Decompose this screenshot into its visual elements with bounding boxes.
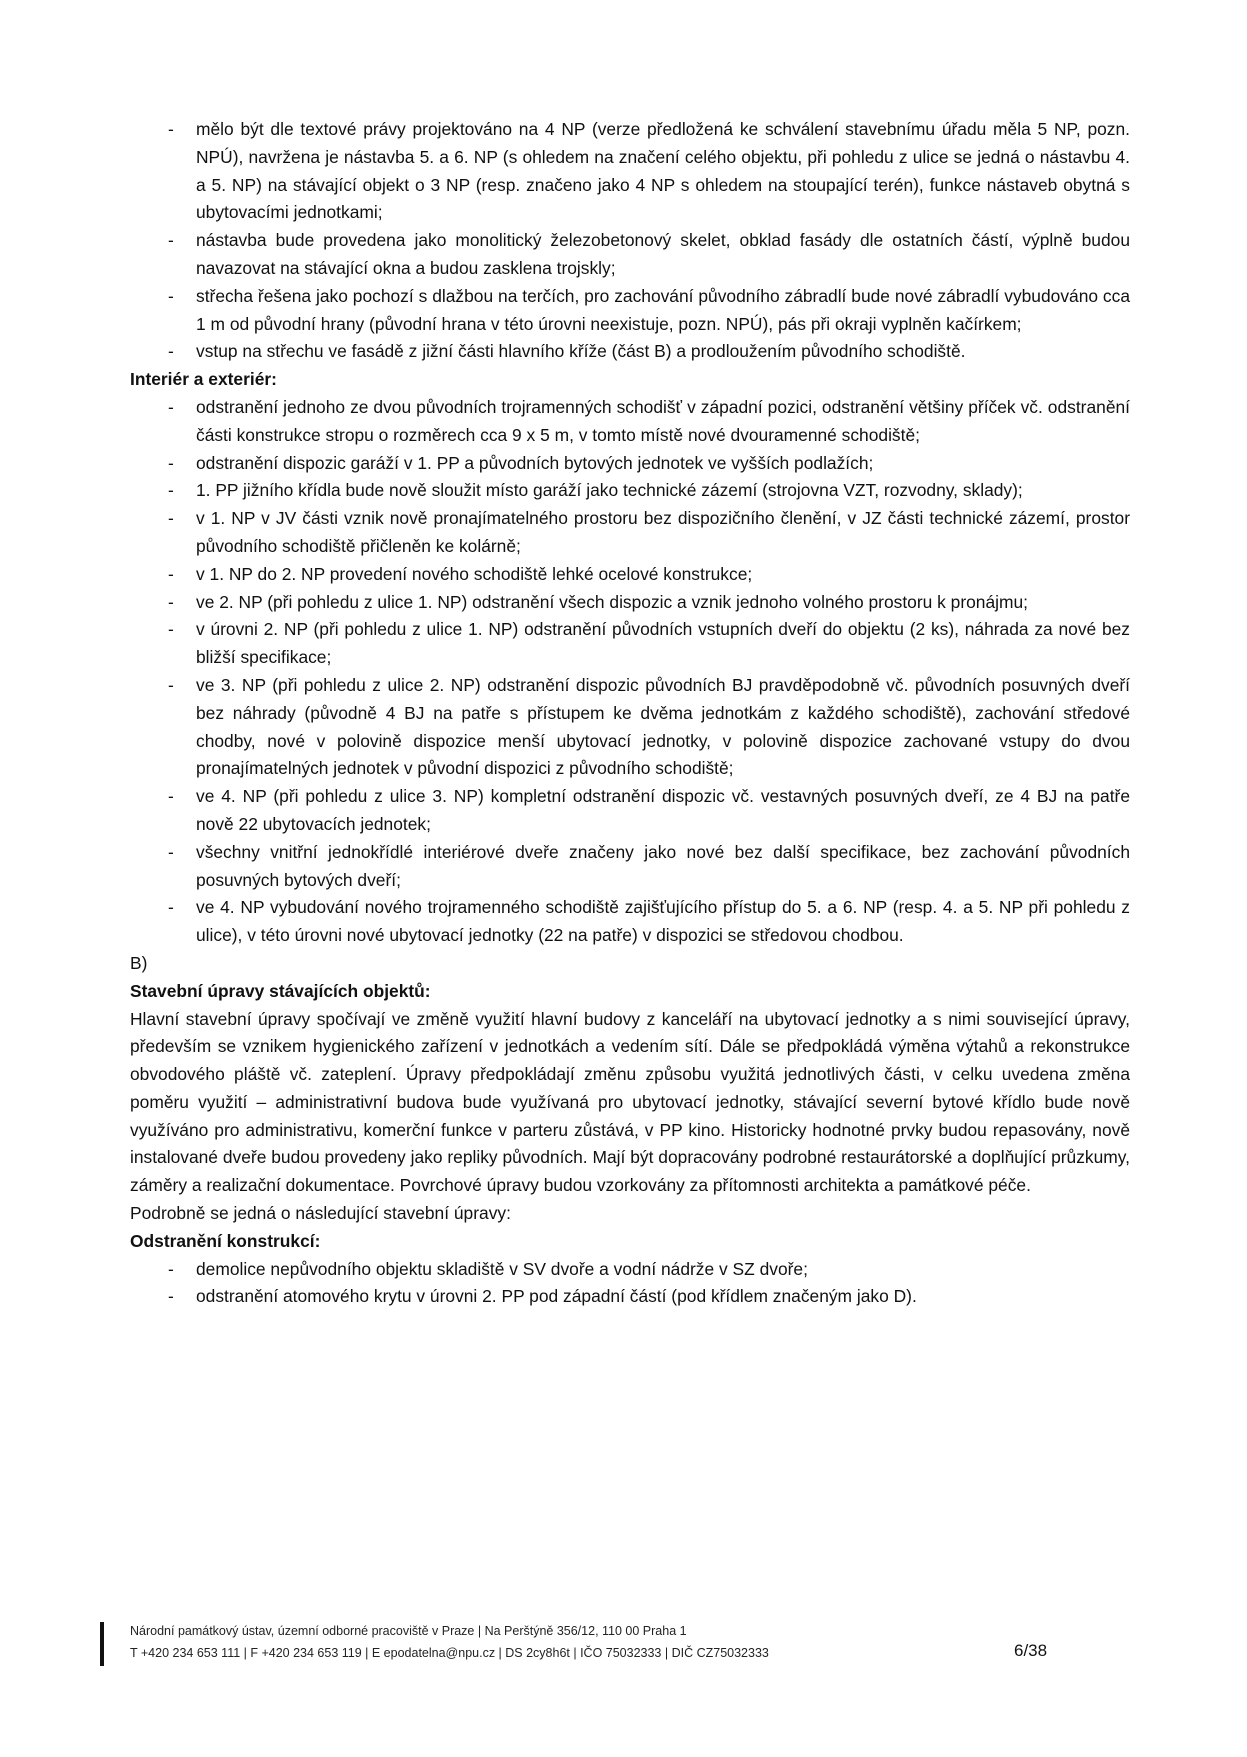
document-body — [130, 116, 1130, 1311]
list-item: - 1. PP jižního křídla bude nově sloužit místo garáží jako technické zázemí (strojovna VZT, rozvodny, sklady); — [130, 477, 1130, 505]
footer-divider — [100, 1622, 104, 1666]
list-item: - vstup na střechu ve fasádě z jižní části hlavního kříže (část B) a prodloužením původního schodiště. — [130, 338, 1130, 366]
page-number: 6/38 — [1014, 1641, 1048, 1660]
list-item: - ve 4. NP (při pohledu z ulice 3. NP) kompletní odstranění dispozic vč. vestavných posuvných dveří, ze 4 BJ na patře nově 22 ubytovacích jednotek; — [130, 783, 1130, 839]
list-odstraneni — [130, 1256, 1130, 1312]
list-item: - demolice nepůvodního objektu skladiště v SV dvoře a vodní nádrže v SZ dvoře; — [130, 1256, 1130, 1284]
paragraph-stavebni-upravy: Hlavní stavební úpravy spočívají ve změně využití hlavní budovy z kanceláří na ubytovací jednotky a s nimi související úpravy, především se vznikem hygienického zařízení v jednotkách a vedením sítí. Dále se předpokládá výměna výtahů a rekonstrukce obvodového pláště vč. zateplení. Úpravy předpokládají změnu způsobu využitá jednotlivých části, v celku uvedena změna poměru využití – administrativní budova bude využívaná pro ubytovací jednotky, stávající severní bytové křídlo bude nově využíváno pro administrativu, komerční funkce v parteru zůstává, v PP kino. Historicky hodnotné prvky budou repasovány, nově instalované dveře budou provedeny jako repliky původních. Mají být dopracovány podrobné restaurátorské a doplňující průzkumy, záměry a realizační dokumentace. Povrchové úpravy budou vzorkovány za přítomnosti architekta a památkové péče. — [130, 1008, 1130, 1196]
list-item: - v úrovni 2. NP (při pohledu z ulice 1. NP) odstranění původních vstupních dveří do objektu (2 ks), náhrada za nové bez bližší specifikace; — [130, 616, 1130, 672]
list-nastavba — [130, 116, 1130, 366]
list-item: - ve 2. NP (při pohledu z ulice 1. NP) odstranění všech dispozic a vznik jednoho volného prostoru k pronájmu; — [130, 589, 1130, 617]
list-item: - střecha řešena jako pochozí s dlažbou na terčích, pro zachování původního zábradlí bude nové zábradlí vybudováno cca 1 m od původní hrany (původní hrana v této úrovni neexistuje, pozn. NPÚ), pás při okraji vyplněn kačírkem; — [130, 283, 1130, 339]
heading-odstraneni: Odstranění konstrukcí: — [130, 1230, 321, 1251]
list-item: - mělo být dle textové právy projektováno na 4 NP (verze předložená ke schválení stavebnímu úřadu měla 5 NP, pozn. NPÚ), navržena je nástavba 5. a 6. NP (s ohledem na značení celého objektu, při pohledu z ulice se jedná o nástavbu 4. a 5. NP) na stávající objekt o 3 NP (resp. značeno jako 4 NP s ohledem na stoupající terén), funkce nástaveb obytná s ubytovacími jednotkami; — [130, 116, 1130, 227]
list-item: - odstranění dispozic garáží v 1. PP a původních bytových jednotek ve vyšších podlažích; — [130, 450, 1130, 478]
footer-line-address: Národní památkový ústav, územní odborné pracoviště v Praze | Na Perštýně 356/12, 110 00 Praha 1 — [130, 1624, 687, 1638]
intro-line: Podrobně se jedná o následující stavební úpravy: — [130, 1203, 511, 1224]
list-item: - ve 3. NP (při pohledu z ulice 2. NP) odstranění dispozic původních BJ pravděpodobně vč. původních posuvných dveří bez náhrady (původně 4 BJ na patře s přístupem ke dvěma jednotkám z každého schodiště), zachování středové chodby, nové v polovině dispozice menší ubytovací jednotky, v polovině dispozice zachované vstupy do dvou pronajímatelných jednotek v původní dispozici z původního schodiště; — [130, 672, 1130, 783]
list-item: - ve 4. NP vybudování nového trojramenného schodiště zajišťujícího přístup do 5. a 6. NP (resp. 4. a 5. NP při pohledu z ulice), v této úrovni nové ubytovací jednotky (22 na patře) v dispozici se středovou chodbou. — [130, 894, 1130, 950]
list-item: - v 1. NP v JV části vznik nově pronajímatelného prostoru bez dispozičního členění, v JZ části technické zázemí, prostor původního schodiště přičleněn ke kolárně; — [130, 505, 1130, 561]
list-item: - odstranění atomového krytu v úrovni 2. PP pod západní částí (pod křídlem značeným jako D). — [130, 1283, 1130, 1311]
heading-stavebni-upravy: Stavební úpravy stávajících objektů: — [130, 980, 431, 1001]
page-footer — [100, 1620, 1100, 1680]
list-item: - nástavba bude provedena jako monolitický železobetonový skelet, obklad fasády dle ostatních částí, výplně budou navazovat na stávající okna a budou zasklena trojskly; — [130, 227, 1130, 283]
list-interier — [130, 394, 1130, 950]
section-label: B) — [130, 952, 148, 973]
footer-line-contacts: T +420 234 653 111 | F +420 234 653 119 | E epodatelna@npu.cz | DS 2cy8h6t | IČO 75032333 | DIČ CZ75032333 — [130, 1646, 769, 1660]
heading-interier: Interiér a exteriér: — [130, 369, 277, 390]
list-item: - všechny vnitřní jednokřídlé interiérové dveře značeny jako nové bez další specifikace, bez zachování původních posuvných bytových dveří; — [130, 839, 1130, 895]
footer-address — [130, 1620, 769, 1664]
list-item: - v 1. NP do 2. NP provedení nového schodiště lehké ocelové konstrukce; — [130, 561, 1130, 589]
list-item: - odstranění jednoho ze dvou původních trojramenných schodišť v západní pozici, odstranění většiny příček vč. odstranění části konstrukce stropu o rozměrech cca 9 x 5 m, v tomto místě nové dvouramenné schodiště; — [130, 394, 1130, 450]
